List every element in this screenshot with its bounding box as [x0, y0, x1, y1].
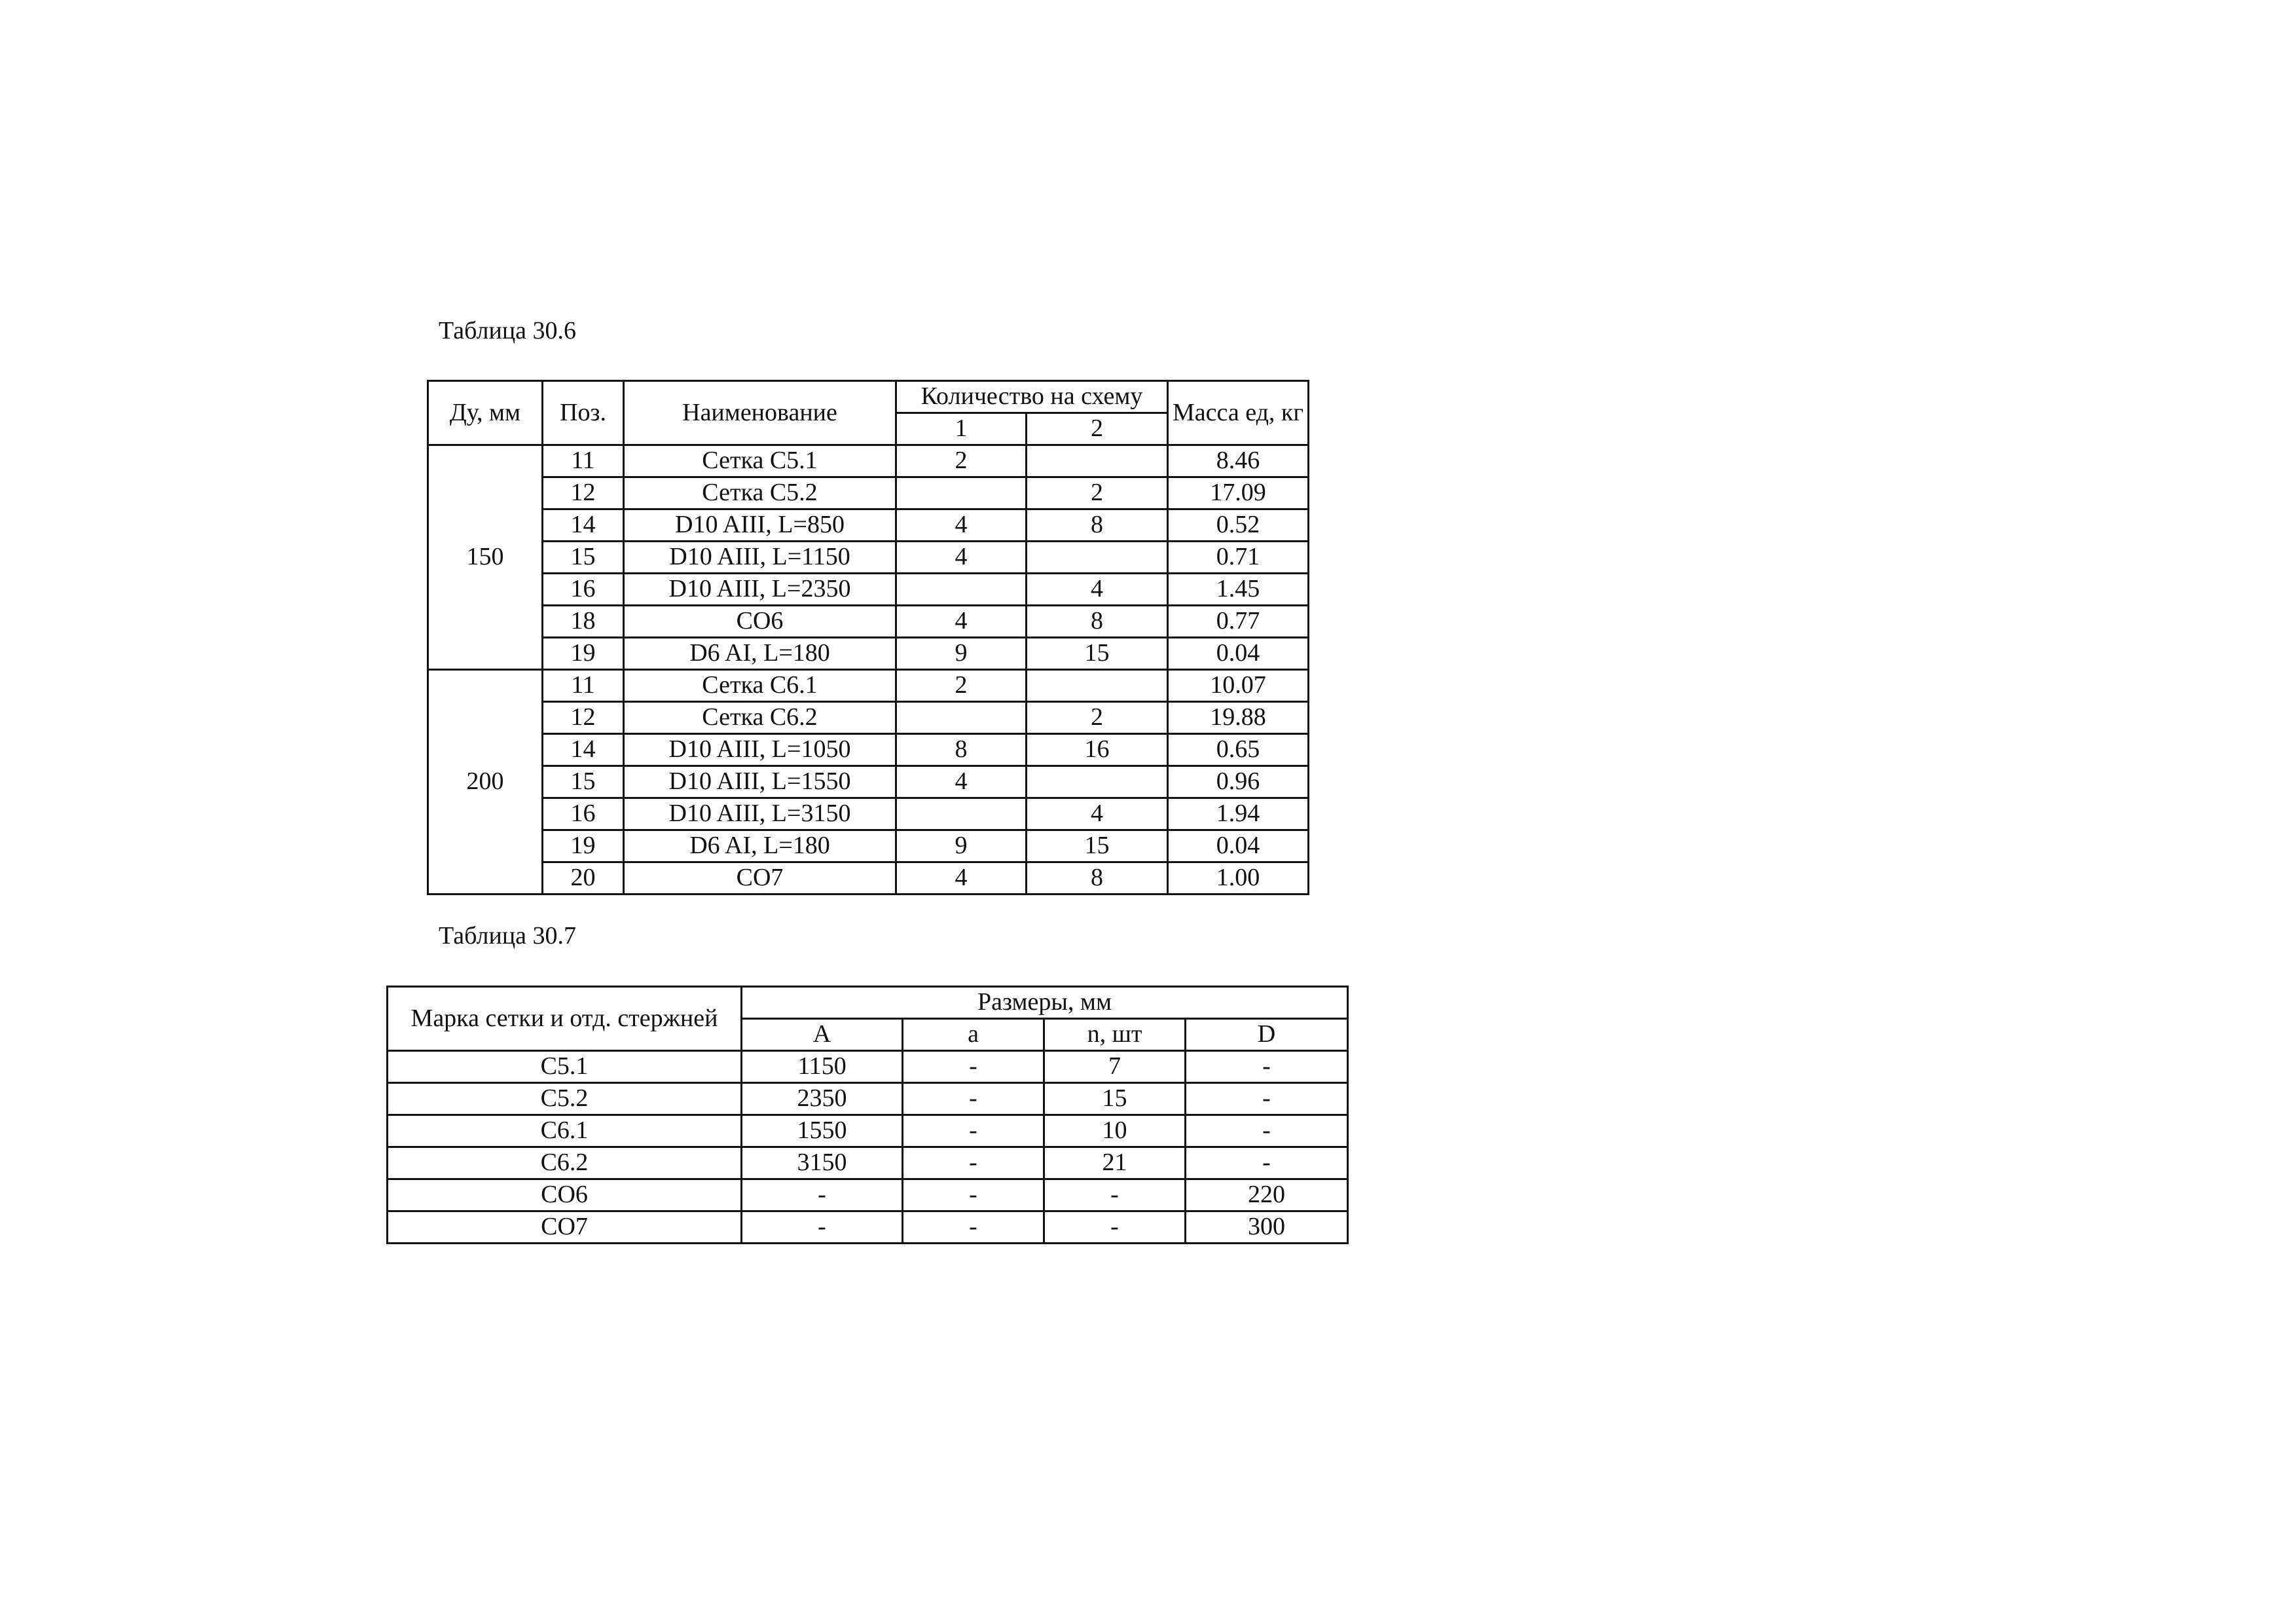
cell-mass: 1.45: [1168, 574, 1309, 606]
cell-mark: СО6: [388, 1179, 742, 1211]
cell-qty-2: 2: [1027, 477, 1168, 509]
cell-D: -: [1186, 1051, 1348, 1083]
table-30-6: [427, 380, 1309, 895]
cell-mass: 0.96: [1168, 766, 1309, 798]
cell-mass: 0.04: [1168, 830, 1309, 862]
cell-qty-2: 4: [1027, 574, 1168, 606]
cell-qty-2: 2: [1027, 702, 1168, 734]
cell-mass: 19.88: [1168, 702, 1309, 734]
cell-D: -: [1186, 1147, 1348, 1179]
table-row: [388, 1211, 1348, 1244]
cell-pos: 18: [543, 606, 624, 638]
cell-A: 2350: [742, 1083, 903, 1115]
cell-pos: 19: [543, 830, 624, 862]
cell-mark: С5.2: [388, 1083, 742, 1115]
table-30-7: [386, 986, 1349, 1244]
cell-qty-2: 15: [1027, 638, 1168, 670]
cell-qty-2: [1027, 670, 1168, 702]
cell-name: D6 AI, L=180: [624, 638, 896, 670]
table-row: [428, 862, 1309, 895]
cell-a: -: [903, 1211, 1044, 1244]
cell-name: D6 AI, L=180: [624, 830, 896, 862]
cell-mass: 17.09: [1168, 477, 1309, 509]
cell-D: -: [1186, 1083, 1348, 1115]
cell-mass: 10.07: [1168, 670, 1309, 702]
cell-mark: С5.1: [388, 1051, 742, 1083]
cell-qty-2: [1027, 445, 1168, 477]
cell-du: 200: [428, 670, 543, 895]
table-row: [388, 1115, 1348, 1147]
cell-name: D10 AIII, L=3150: [624, 798, 896, 830]
cell-D: -: [1186, 1115, 1348, 1147]
cell-pos: 16: [543, 798, 624, 830]
cell-qty-2: [1027, 542, 1168, 574]
cell-qty-2: 16: [1027, 734, 1168, 766]
cell-pos: 14: [543, 509, 624, 542]
cell-mark: С6.2: [388, 1147, 742, 1179]
table-row: [428, 670, 1309, 702]
table-30-6-body: [428, 381, 1309, 895]
cell-pos: 12: [543, 702, 624, 734]
header-A: A: [742, 1019, 903, 1051]
cell-qty-1: 4: [896, 542, 1027, 574]
cell-a: -: [903, 1147, 1044, 1179]
table-row: [388, 1051, 1348, 1083]
table-row: [428, 798, 1309, 830]
table-row: [428, 542, 1309, 574]
cell-pos: 15: [543, 766, 624, 798]
table-row: [388, 1083, 1348, 1115]
header-D: D: [1186, 1019, 1348, 1051]
cell-qty-2: 8: [1027, 606, 1168, 638]
cell-mass: 0.71: [1168, 542, 1309, 574]
cell-name: D10 AIII, L=1150: [624, 542, 896, 574]
header-a: a: [903, 1019, 1044, 1051]
cell-name: D10 AIII, L=850: [624, 509, 896, 542]
table-row: [428, 477, 1309, 509]
cell-n: 21: [1044, 1147, 1186, 1179]
cell-qty-1: 2: [896, 445, 1027, 477]
cell-qty-1: 4: [896, 606, 1027, 638]
cell-qty-1: 4: [896, 862, 1027, 895]
header-qty: Количество на схему: [896, 381, 1168, 413]
cell-mass: 0.04: [1168, 638, 1309, 670]
cell-a: -: [903, 1179, 1044, 1211]
cell-qty-1: 9: [896, 638, 1027, 670]
cell-qty-1: [896, 477, 1027, 509]
header-pos: Поз.: [543, 381, 624, 445]
cell-n: 7: [1044, 1051, 1186, 1083]
cell-n: -: [1044, 1179, 1186, 1211]
cell-A: 1150: [742, 1051, 903, 1083]
header-mass: Масса ед, кг: [1168, 381, 1309, 445]
cell-mass: 1.00: [1168, 862, 1309, 895]
table-row: [428, 574, 1309, 606]
table-row: [388, 1147, 1348, 1179]
cell-qty-1: 4: [896, 509, 1027, 542]
cell-qty-1: [896, 574, 1027, 606]
cell-name: Сетка С5.2: [624, 477, 896, 509]
table-row: [428, 638, 1309, 670]
table-row: [428, 766, 1309, 798]
cell-qty-2: 4: [1027, 798, 1168, 830]
cell-qty-1: [896, 798, 1027, 830]
cell-n: 15: [1044, 1083, 1186, 1115]
cell-mass: 0.52: [1168, 509, 1309, 542]
cell-mass: 1.94: [1168, 798, 1309, 830]
cell-qty-1: 9: [896, 830, 1027, 862]
header-mark: Марка сетки и отд. стержней: [388, 987, 742, 1051]
cell-pos: 11: [543, 445, 624, 477]
table-header-row: [428, 381, 1309, 413]
header-du: Ду, мм: [428, 381, 543, 445]
cell-pos: 15: [543, 542, 624, 574]
cell-pos: 16: [543, 574, 624, 606]
cell-name: Сетка С6.1: [624, 670, 896, 702]
table-row: [428, 734, 1309, 766]
cell-pos: 14: [543, 734, 624, 766]
header-name: Наименование: [624, 381, 896, 445]
header-qty-1: 1: [896, 413, 1027, 445]
cell-a: -: [903, 1083, 1044, 1115]
table-row: [428, 830, 1309, 862]
cell-mass: 0.65: [1168, 734, 1309, 766]
cell-mark: С6.1: [388, 1115, 742, 1147]
cell-name: D10 AIII, L=1050: [624, 734, 896, 766]
header-n: n, шт: [1044, 1019, 1186, 1051]
table-row: [428, 445, 1309, 477]
cell-name: D10 AIII, L=1550: [624, 766, 896, 798]
cell-qty-1: 4: [896, 766, 1027, 798]
table-30-7-body: [388, 987, 1348, 1244]
cell-a: -: [903, 1115, 1044, 1147]
cell-qty-2: 8: [1027, 509, 1168, 542]
cell-n: -: [1044, 1211, 1186, 1244]
cell-mass: 8.46: [1168, 445, 1309, 477]
table-row: [428, 606, 1309, 638]
cell-name: D10 AIII, L=2350: [624, 574, 896, 606]
cell-A: 3150: [742, 1147, 903, 1179]
cell-A: -: [742, 1179, 903, 1211]
cell-a: -: [903, 1051, 1044, 1083]
cell-name: СО6: [624, 606, 896, 638]
table-row: [428, 509, 1309, 542]
cell-A: 1550: [742, 1115, 903, 1147]
cell-mass: 0.77: [1168, 606, 1309, 638]
cell-qty-2: 8: [1027, 862, 1168, 895]
cell-A: -: [742, 1211, 903, 1244]
table-row: [428, 702, 1309, 734]
cell-D: 220: [1186, 1179, 1348, 1211]
table-30-7-caption: Таблица 30.7: [439, 922, 577, 950]
cell-name: Сетка С6.2: [624, 702, 896, 734]
cell-pos: 11: [543, 670, 624, 702]
cell-D: 300: [1186, 1211, 1348, 1244]
cell-qty-2: 15: [1027, 830, 1168, 862]
table-header-row: [388, 987, 1348, 1019]
cell-qty-1: 8: [896, 734, 1027, 766]
table-30-6-caption: Таблица 30.6: [439, 317, 577, 344]
cell-qty-1: [896, 702, 1027, 734]
cell-name: Сетка С5.1: [624, 445, 896, 477]
table-row: [388, 1179, 1348, 1211]
cell-du: 150: [428, 445, 543, 670]
header-qty-2: 2: [1027, 413, 1168, 445]
cell-name: СО7: [624, 862, 896, 895]
header-sizes: Размеры, мм: [742, 987, 1348, 1019]
cell-mark: СО7: [388, 1211, 742, 1244]
cell-qty-1: 2: [896, 670, 1027, 702]
cell-pos: 19: [543, 638, 624, 670]
cell-pos: 20: [543, 862, 624, 895]
cell-pos: 12: [543, 477, 624, 509]
cell-n: 10: [1044, 1115, 1186, 1147]
cell-qty-2: [1027, 766, 1168, 798]
